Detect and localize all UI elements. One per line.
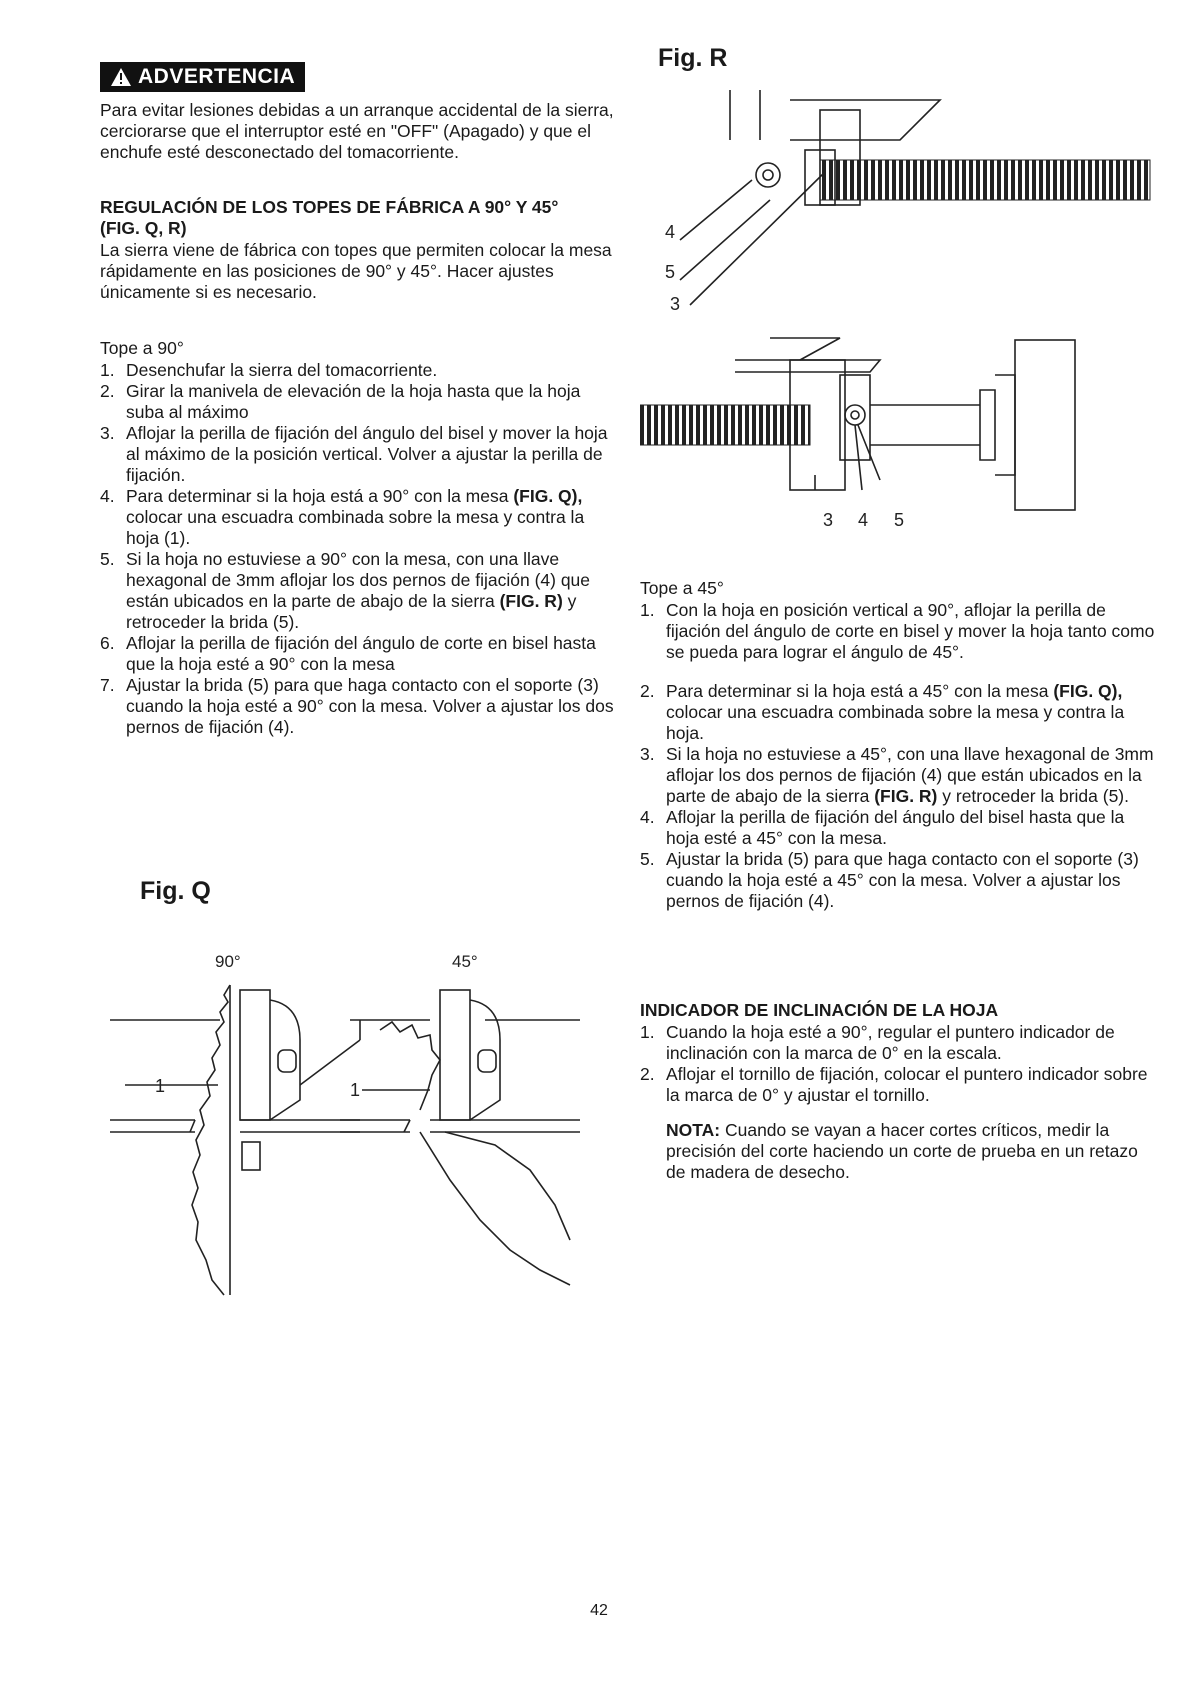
warning-badge [100,62,305,92]
step-number: 2. [100,381,115,401]
step-number: 2. [640,681,655,701]
step-item [640,744,1160,807]
step-item [640,1022,1160,1064]
tope45-title: Tope a 45° [640,578,724,598]
fig-q-callout-left: 1 [155,1076,166,1096]
fig-r-label: Fig. R [658,44,728,72]
fig-r-bottom-diagram [640,330,1160,540]
step-item [640,1064,1160,1106]
step-text-bold: (FIG. R) [874,786,938,806]
warning-badge-label: ADVERTENCIA [138,65,296,88]
fig-r-top-callout-5: 5 [665,262,676,282]
tope45-steps [640,600,1160,912]
nota [666,1120,1156,1183]
step-text: Aflojar la perilla de fijación del ángulo de corte en bisel hasta que la hoja esté a 90° con la mesa [126,633,596,674]
fig-r-top-diagram [640,80,1160,320]
fig-r-top-callout-4: 4 [665,222,676,242]
step-number: 1. [640,1022,655,1042]
section-heading-line2: (FIG. Q, R) [100,218,187,238]
tope90-title: Tope a 90° [100,338,184,358]
indicador-steps [640,1022,1160,1106]
fig-q-angle-90: 90° [215,952,241,971]
section-intro: La sierra viene de fábrica con topes que permiten colocar la mesa rápidamente en las posiciones de 90° y 45°. Hacer ajustes únicamente si es necesario. [100,240,612,302]
step-number: 3. [640,744,655,764]
tope90-steps [100,360,620,738]
step-item [100,360,620,381]
step-text: Desenchufar la sierra del tomacorriente. [126,360,438,380]
fig-r-top-callout-3: 3 [670,294,681,314]
step-text-post: y retroceder la brida (5). [937,786,1129,806]
section-heading-line1: REGULACIÓN DE LOS TOPES DE FÁBRICA A 90° Y 45° [100,197,559,217]
step-text: Cuando la hoja esté a 90°, regular el puntero indicador de inclinación con la marca de 0° en la escala. [666,1022,1115,1063]
nota-label: NOTA: [666,1120,721,1140]
step-item [100,423,620,486]
step-item [640,807,1160,849]
step-number: 7. [100,675,115,695]
step-item [640,600,1160,663]
step-text: Ajustar la brida (5) para que haga contacto con el soporte (3) cuando la hoja esté a 90° con la mesa. Volver a ajustar los dos pernos de fijación (4). [126,675,614,737]
step-item [100,675,620,738]
fig-q-callout-right: 1 [350,1080,361,1100]
warning-text: Para evitar lesiones debidas a un arranque accidental de la sierra, cerciorarse que el interruptor esté en "OFF" (Apagado) y que el enchufe esté desconectado del tomacorriente. [100,100,614,162]
fig-q-diagram [100,910,640,1330]
step-number: 4. [640,807,655,827]
step-number: 1. [100,360,115,380]
indicador-heading: INDICADOR DE INCLINACIÓN DE LA HOJA [640,1000,999,1020]
step-item [100,486,620,549]
step-text-post: y retroceder la brida (5). [126,591,577,632]
step-text-bold: (FIG. Q), [1053,681,1123,701]
fig-r-bottom-callout-5: 5 [894,510,905,530]
step-number: 6. [100,633,115,653]
fig-r-bottom-callout-4: 4 [858,510,869,530]
page-number: 42 [590,1602,608,1619]
section-heading [100,197,620,239]
step-number: 5. [640,849,655,869]
step-text: Ajustar la brida (5) para que haga contacto con el soporte (3) cuando la hoja esté a 45° con la mesa. Volver a ajustar los pernos de fijación (4). [666,849,1139,911]
step-text: Aflojar la perilla de fijación del ángulo del bisel y mover la hoja al máximo de la posición vertical. Volver a ajustar la perilla de fijación. [126,423,608,485]
step-text-post: colocar una escuadra combinada sobre la mesa y contra la hoja (1). [126,507,585,548]
step-number: 3. [100,423,115,443]
step-text: Aflojar el tornillo de fijación, colocar el puntero indicador sobre la marca de 0° y ajustar el tornillo. [666,1064,1148,1105]
nota-text: Cuando se vayan a hacer cortes críticos, medir la precisión del corte haciendo un corte de prueba en un retazo de madera de desecho. [666,1120,1138,1182]
step-text-post: colocar una escuadra combinada sobre la mesa y contra la hoja. [666,702,1125,743]
step-text-bold: (FIG. R) [499,591,563,611]
step-text: Con la hoja en posición vertical a 90°, aflojar la perilla de fijación del ángulo de corte en bisel y mover la hoja tanto como se pueda para lograr el ángulo de 45°. [666,600,1155,662]
step-item [100,633,620,675]
fig-q-angle-45: 45° [452,952,478,971]
step-text-pre: Si la hoja no estuviese a 90° con la mesa, con una llave hexagonal de 3mm aflojar los dos pernos de fijación (4) que están ubicados en la parte de abajo de la sierra [126,549,591,611]
step-text: Aflojar la perilla de fijación del ángulo del bisel hasta que la hoja esté a 45° con la mesa. [666,807,1125,848]
warning-triangle-icon [110,67,132,87]
step-number: 2. [640,1064,655,1084]
step-text: Girar la manivela de elevación de la hoja hasta que la hoja suba al máximo [126,381,581,422]
step-number: 5. [100,549,115,569]
fig-q-label: Fig. Q [140,877,211,905]
step-number: 4. [100,486,115,506]
step-number: 1. [640,600,655,620]
fig-r-bottom-callout-3: 3 [823,510,834,530]
step-item [640,681,1160,744]
step-item [100,381,620,423]
step-text-pre: Si la hoja no estuviese a 45°, con una llave hexagonal de 3mm aflojar los dos pernos de fijación (4) que están ubicados en la parte de abajo de la sierra [666,744,1154,806]
step-item [640,849,1160,912]
step-text-pre: Para determinar si la hoja está a 90° con la mesa [126,486,514,506]
step-item [100,549,620,633]
step-text-pre: Para determinar si la hoja está a 45° con la mesa [666,681,1054,701]
step-text-bold: (FIG. Q), [513,486,583,506]
